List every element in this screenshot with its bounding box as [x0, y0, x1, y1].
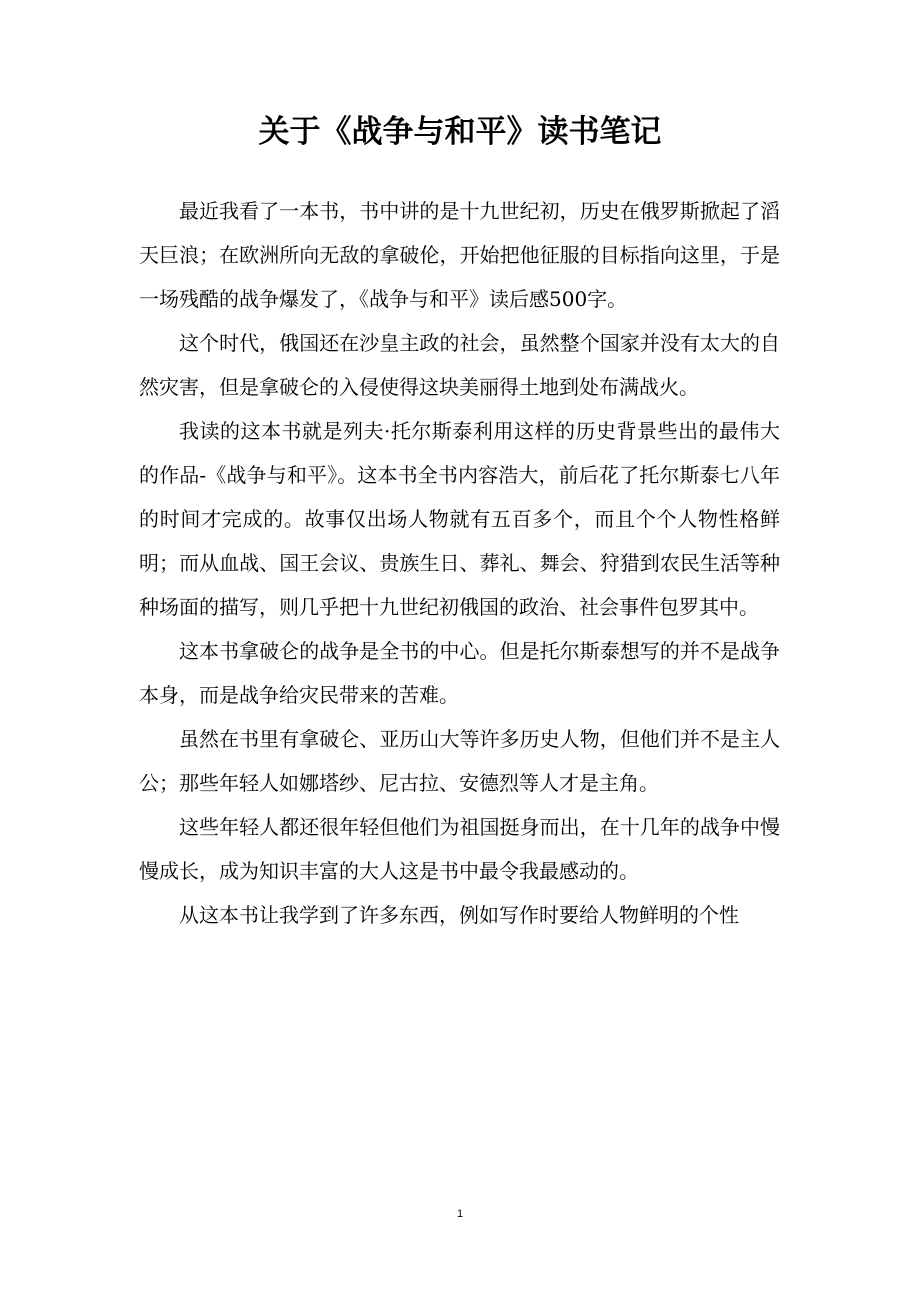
- page-number: 1: [456, 1208, 464, 1220]
- paragraph: 虽然在书里有拿破仑、亚历山大等许多历史人物，但他们并不是主人公；那些年轻人如娜塔纱、尼古拉、安德烈等人才是主角。: [139, 727, 780, 795]
- paragraph: 这些年轻人都还很年轻但他们为祖国挺身而出，在十几年的战争中慢慢成长，成为知识丰富的大人这是书中最令我最感动的。: [139, 815, 780, 883]
- document-body: [139, 189, 780, 937]
- paragraph: 我读的这本书就是列夫·托尔斯泰利用这样的历史背景些出的最伟大的作品-《战争与和平》。这本书全书内容浩大，前后花了托尔斯泰七八年的时间才完成的。故事仅出场人物就有五百多个，而且个个人物性格鲜明；而从血战、国王会议、贵族生日、葬礼、舞会、狩猎到农民生活等种种场面的描写，则几乎把十九世纪初俄国的政治、社会事件包罗其中。: [139, 419, 780, 619]
- paragraph: 这本书拿破仑的战争是全书的中心。但是托尔斯泰想写的并不是战争本身，而是战争给灾民带来的苦难。: [139, 639, 780, 707]
- paragraph: 这个时代，俄国还在沙皇主政的社会，虽然整个国家并没有太大的自然灾害，但是拿破仑的入侵使得这块美丽得土地到处布满战火。: [139, 331, 780, 399]
- paragraph: 最近我看了一本书，书中讲的是十九世纪初，历史在俄罗斯掀起了滔天巨浪；在欧洲所向无敌的拿破伦，开始把他征服的目标指向这里，于是一场残酷的战争爆发了，《战争与和平》读后感500字。: [139, 199, 780, 311]
- paragraph: 从这本书让我学到了许多东西，例如写作时要给人物鲜明的个性: [179, 903, 739, 927]
- document-title: 关于《战争与和平》读书笔记: [258, 114, 662, 150]
